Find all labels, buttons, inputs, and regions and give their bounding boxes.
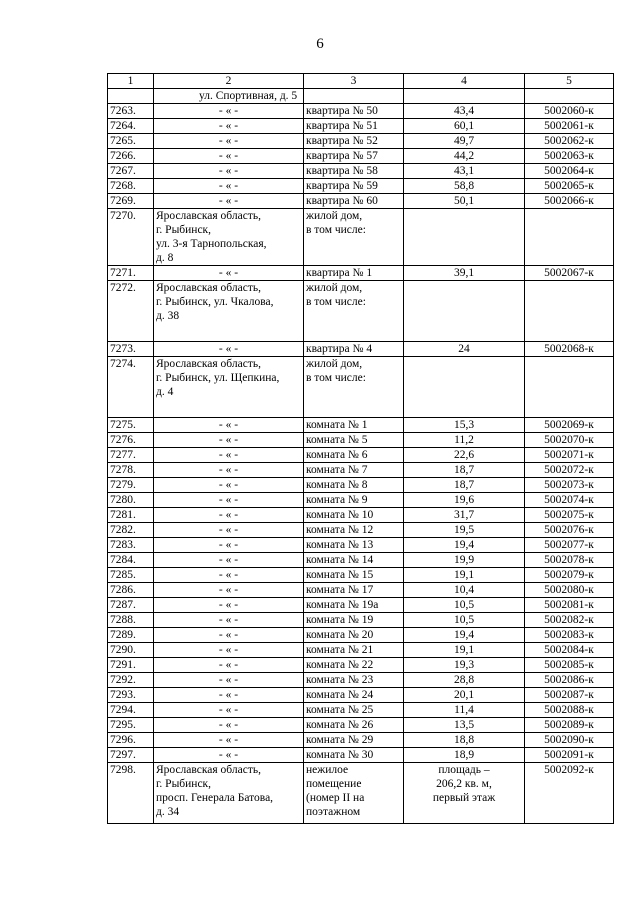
row-object: жилой дом, в том числе: [304,209,404,266]
row-area: 19,5 [404,523,525,538]
row-object: квартира № 57 [304,149,404,164]
table-row [108,266,614,281]
row-number: 7277. [108,448,154,463]
row-object: комната № 21 [304,643,404,658]
row-area: 18,7 [404,478,525,493]
row-number: 7291. [108,658,154,673]
table-row [108,478,614,493]
row-address: - « - [154,164,304,179]
row-address: - « - [154,493,304,508]
row-object: квартира № 4 [304,342,404,357]
table-row [108,493,614,508]
table-row [108,281,614,342]
row-address: - « - [154,134,304,149]
row-object: комната № 1 [304,418,404,433]
table-row [108,179,614,194]
continuation-row [108,89,614,104]
table-row [108,733,614,748]
row-registry-code: 5002067-к [525,266,614,281]
row-number: 7269. [108,194,154,209]
row-area: 15,3 [404,418,525,433]
row-registry-code: 5002084-к [525,643,614,658]
row-area: 19,4 [404,628,525,643]
row-number: 7283. [108,538,154,553]
table-row [108,418,614,433]
row-address: - « - [154,598,304,613]
row-area: 43,1 [404,164,525,179]
row-address: - « - [154,433,304,448]
table-row [108,194,614,209]
row-registry-code: 5002080-к [525,583,614,598]
row-address: - « - [154,179,304,194]
row-address: Ярославская область, г. Рыбинск, ул. Чкалова, д. 38 [154,281,304,342]
row-area [404,281,525,342]
row-number: 7292. [108,673,154,688]
row-registry-code: 5002074-к [525,493,614,508]
row-address: - « - [154,478,304,493]
table-row [108,748,614,763]
row-address: - « - [154,553,304,568]
row-registry-code [525,357,614,418]
row-area: 43,4 [404,104,525,119]
row-address: - « - [154,538,304,553]
row-object: жилой дом, в том числе: [304,357,404,418]
row-object: комната № 5 [304,433,404,448]
row-object: комната № 9 [304,493,404,508]
row-number: 7276. [108,433,154,448]
row-object: комната № 20 [304,628,404,643]
row-object: комната № 26 [304,718,404,733]
table-row [108,149,614,164]
row-number: 7266. [108,149,154,164]
table-row [108,448,614,463]
row-number: 7278. [108,463,154,478]
row-object: комната № 12 [304,523,404,538]
row-address: - « - [154,583,304,598]
continuation-empty-cell [404,89,525,104]
table-row [108,703,614,718]
row-object: квартира № 1 [304,266,404,281]
row-object: комната № 19 [304,613,404,628]
row-object: комната № 29 [304,733,404,748]
row-number: 7298. [108,763,154,824]
table-row [108,538,614,553]
row-area: 44,2 [404,149,525,164]
row-number: 7290. [108,643,154,658]
row-registry-code: 5002070-к [525,433,614,448]
table-row [108,119,614,134]
table-row [108,342,614,357]
row-area: 19,4 [404,538,525,553]
row-number: 7265. [108,134,154,149]
row-number: 7284. [108,553,154,568]
table-row [108,357,614,418]
row-address: - « - [154,673,304,688]
continuation-empty-cell [525,89,614,104]
row-area: 19,1 [404,568,525,583]
row-object: комната № 17 [304,583,404,598]
row-area: 11,4 [404,703,525,718]
row-area: площадь – 206,2 кв. м, первый этаж [404,763,525,824]
row-address: - « - [154,508,304,523]
row-registry-code: 5002087-к [525,688,614,703]
row-area: 18,7 [404,463,525,478]
row-number: 7267. [108,164,154,179]
row-address: - « - [154,149,304,164]
table-row [108,673,614,688]
table-row [108,209,614,266]
row-number: 7296. [108,733,154,748]
row-object: комната № 22 [304,658,404,673]
row-area [404,209,525,266]
row-area: 28,8 [404,673,525,688]
row-area: 22,6 [404,448,525,463]
header-cell-2: 2 [154,74,304,89]
row-registry-code: 5002088-к [525,703,614,718]
row-area: 60,1 [404,119,525,134]
row-number: 7297. [108,748,154,763]
row-registry-code: 5002069-к [525,418,614,433]
table-body [108,74,614,824]
row-object: комната № 8 [304,478,404,493]
row-registry-code: 5002072-к [525,463,614,478]
header-cell-4: 4 [404,74,525,89]
header-cell-5: 5 [525,74,614,89]
row-number: 7295. [108,718,154,733]
row-registry-code [525,209,614,266]
property-register-table [107,73,614,824]
row-address: - « - [154,342,304,357]
row-number: 7270. [108,209,154,266]
row-object: комната № 15 [304,568,404,583]
row-address: - « - [154,194,304,209]
table-row [108,583,614,598]
row-object: квартира № 59 [304,179,404,194]
table-row [108,628,614,643]
table-row [108,134,614,149]
row-object: комната № 25 [304,703,404,718]
row-number: 7273. [108,342,154,357]
row-object: нежилое помещение (номер II на поэтажном [304,763,404,824]
row-number: 7271. [108,266,154,281]
continuation-address: ул. Спортивная, д. 5 [154,89,304,104]
table-row [108,104,614,119]
row-number: 7264. [108,119,154,134]
row-area: 18,9 [404,748,525,763]
row-area: 19,6 [404,493,525,508]
row-registry-code: 5002083-к [525,628,614,643]
row-address: - « - [154,523,304,538]
row-registry-code: 5002077-к [525,538,614,553]
row-number: 7294. [108,703,154,718]
row-registry-code: 5002086-к [525,673,614,688]
row-number: 7287. [108,598,154,613]
row-registry-code: 5002071-к [525,448,614,463]
row-area: 49,7 [404,134,525,149]
row-registry-code: 5002091-к [525,748,614,763]
row-registry-code: 5002092-к [525,763,614,824]
row-number: 7268. [108,179,154,194]
row-number: 7281. [108,508,154,523]
table-row [108,463,614,478]
row-registry-code: 5002064-к [525,164,614,179]
row-registry-code: 5002081-к [525,598,614,613]
row-address: - « - [154,628,304,643]
row-area [404,357,525,418]
row-address: Ярославская область, г. Рыбинск, ул. Щепкина, д. 4 [154,357,304,418]
table-row [108,688,614,703]
row-area: 18,8 [404,733,525,748]
row-number: 7279. [108,478,154,493]
row-number: 7289. [108,628,154,643]
row-number: 7286. [108,583,154,598]
row-address: Ярославская область, г. Рыбинск, ул. 3-я Тарнопольская, д. 8 [154,209,304,266]
table-row [108,598,614,613]
table-row [108,568,614,583]
row-number: 7274. [108,357,154,418]
row-address: - « - [154,643,304,658]
row-area: 19,3 [404,658,525,673]
row-address: - « - [154,658,304,673]
row-number: 7275. [108,418,154,433]
page-number: 6 [316,36,324,52]
table-row [108,508,614,523]
row-address: - « - [154,688,304,703]
row-address: - « - [154,266,304,281]
continuation-empty-cell [304,89,404,104]
row-object: квартира № 51 [304,119,404,134]
table-row [108,763,614,824]
row-area: 10,5 [404,598,525,613]
row-registry-code: 5002075-к [525,508,614,523]
row-number: 7293. [108,688,154,703]
header-cell-1: 1 [108,74,154,89]
row-address: - « - [154,613,304,628]
row-object: комната № 23 [304,673,404,688]
row-number: 7263. [108,104,154,119]
row-registry-code: 5002066-к [525,194,614,209]
row-registry-code: 5002065-к [525,179,614,194]
row-registry-code: 5002078-к [525,553,614,568]
row-area: 58,8 [404,179,525,194]
row-area: 24 [404,342,525,357]
row-object: комната № 19а [304,598,404,613]
row-registry-code: 5002068-к [525,342,614,357]
row-area: 31,7 [404,508,525,523]
row-object: комната № 13 [304,538,404,553]
row-object: квартира № 50 [304,104,404,119]
row-area: 50,1 [404,194,525,209]
row-address: - « - [154,718,304,733]
row-object: комната № 7 [304,463,404,478]
row-number: 7272. [108,281,154,342]
row-address: - « - [154,463,304,478]
row-address: - « - [154,568,304,583]
row-area: 19,1 [404,643,525,658]
row-address: - « - [154,733,304,748]
row-registry-code: 5002063-к [525,149,614,164]
row-number: 7280. [108,493,154,508]
row-area: 20,1 [404,688,525,703]
row-object: комната № 6 [304,448,404,463]
row-area: 10,4 [404,583,525,598]
table-row [108,433,614,448]
row-address: - « - [154,748,304,763]
row-object: комната № 30 [304,748,404,763]
row-object: квартира № 52 [304,134,404,149]
row-area: 11,2 [404,433,525,448]
row-area: 19,9 [404,553,525,568]
table-row [108,613,614,628]
row-registry-code: 5002082-к [525,613,614,628]
row-object: комната № 24 [304,688,404,703]
row-address: Ярославская область, г. Рыбинск, просп. Генерала Батова, д. 34 [154,763,304,824]
row-registry-code: 5002076-к [525,523,614,538]
row-address: - « - [154,418,304,433]
row-address: - « - [154,119,304,134]
table-row [108,658,614,673]
table-row [108,718,614,733]
row-number: 7282. [108,523,154,538]
row-number: 7288. [108,613,154,628]
row-object: квартира № 58 [304,164,404,179]
row-registry-code [525,281,614,342]
row-registry-code: 5002079-к [525,568,614,583]
row-area: 13,5 [404,718,525,733]
row-registry-code: 5002089-к [525,718,614,733]
row-address: - « - [154,703,304,718]
row-registry-code: 5002060-к [525,104,614,119]
row-address: - « - [154,448,304,463]
table-row [108,164,614,179]
table-row [108,643,614,658]
row-registry-code: 5002061-к [525,119,614,134]
row-object: жилой дом, в том числе: [304,281,404,342]
row-registry-code: 5002085-к [525,658,614,673]
continuation-empty-cell [108,89,154,104]
row-number: 7285. [108,568,154,583]
header-row [108,74,614,89]
row-registry-code: 5002073-к [525,478,614,493]
row-address: - « - [154,104,304,119]
table-row [108,523,614,538]
row-registry-code: 5002090-к [525,733,614,748]
row-area: 10,5 [404,613,525,628]
table-row [108,553,614,568]
row-object: квартира № 60 [304,194,404,209]
header-cell-3: 3 [304,74,404,89]
row-area: 39,1 [404,266,525,281]
row-object: комната № 10 [304,508,404,523]
row-object: комната № 14 [304,553,404,568]
row-registry-code: 5002062-к [525,134,614,149]
